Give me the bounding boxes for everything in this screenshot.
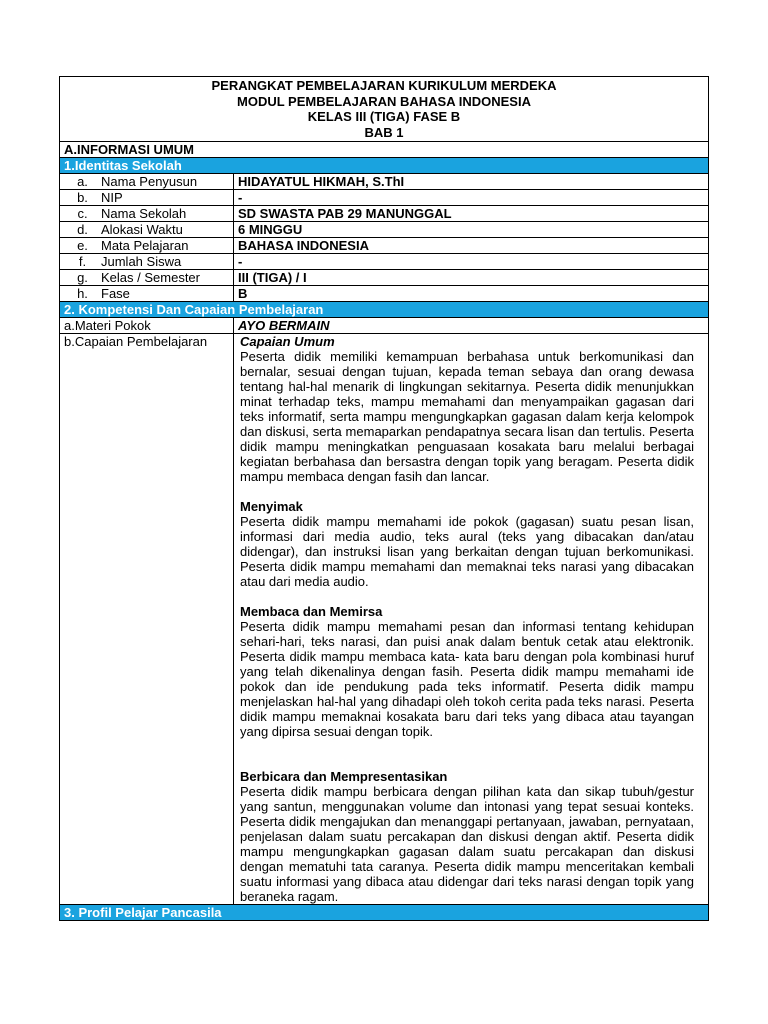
document-header	[60, 77, 708, 142]
berbicara-title: Berbicara dan Mempresentasikan	[240, 769, 448, 784]
materi-label: a.Materi Pokok	[64, 318, 151, 333]
row-label: Jumlah Siswa	[101, 254, 182, 269]
row-value: HIDAYATUL HIKMAH, S.ThI	[238, 174, 405, 189]
header-line-4: BAB 1	[364, 124, 404, 140]
row-value: III (TIGA) / I	[238, 270, 307, 285]
profil-band	[60, 905, 708, 920]
row-value: 6 MINGGU	[238, 222, 303, 237]
row-label: Fase	[101, 286, 130, 301]
table-row	[60, 174, 708, 190]
row-value: B	[238, 286, 248, 301]
module-table	[59, 76, 709, 921]
membaca-text: Peserta didik mampu memahami pesan dan informasi tentang kehidupan sehari-hari, teks narasi, dan puisi anak dalam bentuk cetak atau elektronik. Peserta didik mampu membaca kata- kata baru dengan pola kombinasi huruf yang telah dikenalinya dengan fasih. Peserta didik mampu memahami ide pokok dan ide pendukung pada teks informatif. Peserta didik mampu menjelaskan hal-hal yang dihadapi oleh tokoh cerita pada teks narasi. Peserta didik mampu memaknai kosakata baru dari teks yang dibaca atau tayangan yang dipirsa sesuai dengan topik.	[240, 619, 694, 739]
row-letter: g.	[77, 270, 88, 285]
header-line-2: MODUL PEMBELAJARAN BAHASA INDONESIA	[237, 93, 531, 109]
row-label: Nama Sekolah	[101, 206, 187, 221]
header-line-3: KELAS III (TIGA) FASE B	[307, 109, 461, 124]
row-letter: h.	[77, 286, 88, 301]
table-row	[60, 190, 708, 206]
materi-value: AYO BERMAIN	[238, 318, 330, 333]
table-row	[60, 286, 708, 302]
capaian-label: b.Capaian Pembelajaran	[64, 334, 208, 349]
berbicara-text: Peserta didik mampu berbicara dengan pilihan kata dan sikap tubuh/gestur yang santun, menggunakan volume dan intonasi yang tepat sesuai konteks. Peserta didik mengajukan dan menanggapi pertanyaan, jawaban, pernyataan, penjelasan dalam suatu percakapan dan diskusi dengan aktif. Peserta didik mampu mengungkapkan gagasan dalam suatu percakapan dan diskusi dengan mematuhi tata caranya. Peserta didik mampu menceritakan kembali suatu informasi yang dibaca atau didengar dari teks narasi dengan topik yang beraneka ragam.	[240, 784, 694, 904]
membaca-title: Membaca dan Memirsa	[240, 604, 383, 619]
row-label: Mata Pelajaran	[101, 238, 189, 253]
row-label: Kelas / Semester	[101, 270, 200, 285]
capaian-umum-title: Capaian Umum	[240, 334, 335, 349]
row-label: NIP	[101, 190, 123, 205]
kompetensi-band	[60, 302, 708, 318]
capaian-umum-text: Peserta didik memiliki kemampuan berbahasa untuk berkomunikasi dan bernalar, sesuai dengan tujuan, kepada teman sebaya dan orang dewasa tentang hal-hal menarik di lingkungan sekitarnya. Peserta didik menunjukkan minat terhadap teks, mampu memahami dan menyampaikan gagasan dari teks informatif, serta mampu mengungkapkan gagasan dalam kerja kelompok dan diskusi, serta memaparkan pendapatnya secara lisan dan tertulis. Peserta didik mampu meningkatkan penguasaan kosakata baru melalui berbagai kegiatan berbahasa dan bersastra dengan topik yang beragam. Peserta didik mampu membaca dengan fasih dan lancar.	[240, 349, 694, 484]
materi-row	[60, 318, 708, 334]
menyimak-text: Peserta didik mampu memahami ide pokok (gagasan) suatu pesan lisan, informasi dari media audio, teks aural (teks yang dibacakan dan/atau didengar), dan instruksi lisan yang berkaitan dengan tujuan berkomunikasi. Peserta didik mampu memahami dan memaknai teks narasi yang dibacakan atau dari media audio.	[240, 514, 694, 589]
row-letter: c.	[77, 206, 88, 221]
row-value: -	[238, 254, 243, 269]
menyimak-title: Menyimak	[240, 499, 303, 514]
identitas-band	[60, 158, 708, 174]
kompetensi-title: 2. Kompetensi Dan Capaian Pembelajaran	[60, 302, 708, 317]
section-a-row	[60, 142, 708, 158]
identitas-title: 1.Identitas Sekolah	[60, 158, 708, 173]
row-letter: e.	[77, 238, 88, 253]
row-letter: b.	[77, 190, 88, 205]
row-value: SD SWASTA PAB 29 MANUNGGAL	[238, 206, 452, 221]
table-row	[60, 222, 708, 238]
row-letter: d.	[77, 222, 88, 237]
capaian-row	[60, 334, 708, 905]
section-a-title: A.INFORMASI UMUM	[64, 142, 194, 157]
capaian-content	[234, 334, 708, 904]
table-row	[60, 206, 708, 222]
row-label: Alokasi Waktu	[101, 222, 183, 237]
row-letter: a.	[77, 174, 88, 189]
row-value: BAHASA INDONESIA	[238, 238, 369, 253]
table-row	[60, 270, 708, 286]
header-line-1: PERANGKAT PEMBELAJARAN KURIKULUM MERDEKA	[211, 78, 557, 93]
row-letter: f.	[78, 254, 87, 269]
table-row	[60, 254, 708, 270]
row-label: Nama Penyusun	[101, 174, 198, 189]
row-value: -	[238, 190, 243, 205]
profil-title: 3. Profil Pelajar Pancasila	[60, 905, 708, 920]
table-row	[60, 238, 708, 254]
